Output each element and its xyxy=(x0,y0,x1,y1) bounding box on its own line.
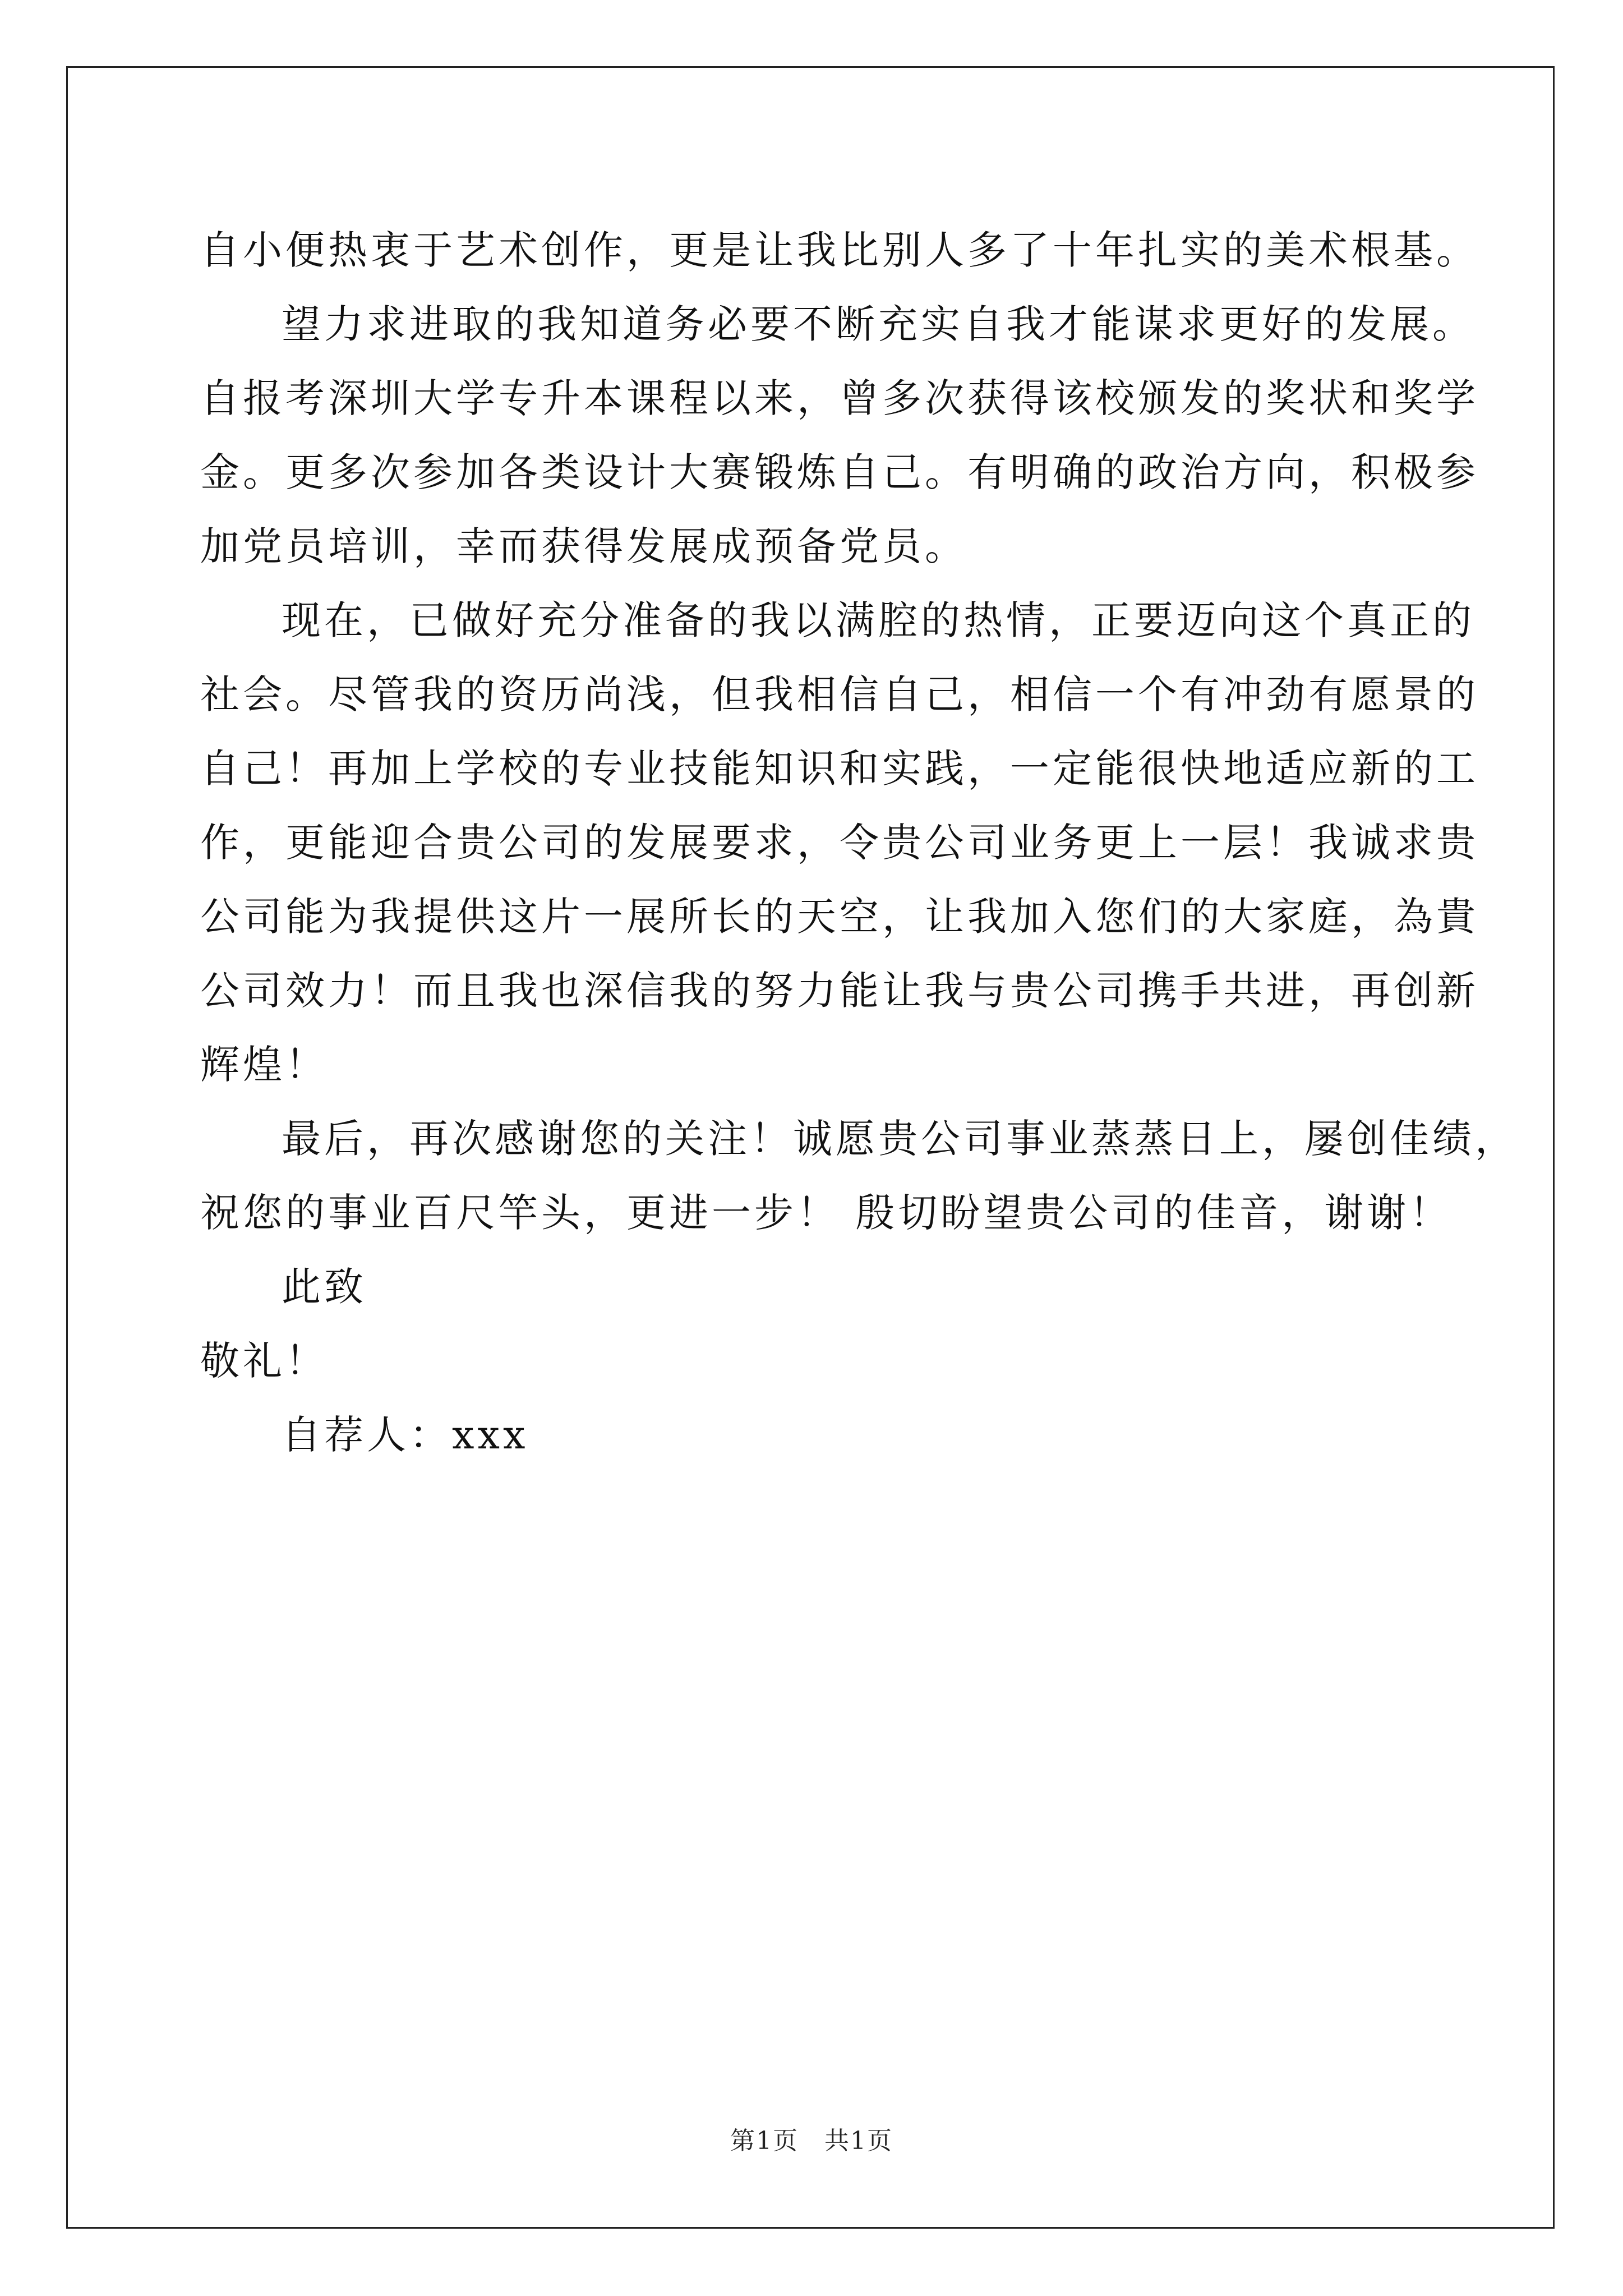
letter-line-11: 公司效力！而且我也深信我的努力能让我与贵公司携手共进，再创新 xyxy=(200,968,1479,1014)
letter-line-6: 现在，已做好充分准备的我以满腔的热情，正要迈向这个真正的 xyxy=(282,597,1475,643)
letter-line-10: 公司能为我提供这片一展所长的天空，让我加入您们的大家庭，為貴 xyxy=(200,894,1479,940)
closing-regards: 敬礼！ xyxy=(200,1338,328,1384)
letter-line-7: 社会。尽管我的资历尚浅，但我相信自己，相信一个有冲劲有愿景的 xyxy=(200,671,1479,717)
letter-line-8: 自己！再加上学校的专业技能知识和实践，一定能很快地适应新的工 xyxy=(200,746,1479,792)
letter-line-14: 祝您的事业百尺竿头，更进一步！ 殷切盼望贵公司的佳音，谢谢！ xyxy=(200,1190,1453,1236)
letter-line-1: 自小便热衷于艺术创作，更是让我比别人多了十年扎实的美术根基。 xyxy=(200,227,1479,273)
letter-line-2: 望力求进取的我知道务必要不断充实自我才能谋求更好的发展。 xyxy=(282,301,1475,347)
signature-line: 自荐人：xxx xyxy=(282,1412,529,1458)
letter-line-9: 作，更能迎合贵公司的发展要求，令贵公司业务更上一层！我诚求贵 xyxy=(200,820,1479,866)
letter-line-3: 自报考深圳大学专升本课程以来，曾多次获得该校颁发的奖状和奖学 xyxy=(200,375,1479,421)
letter-line-12: 辉煌！ xyxy=(200,1042,328,1088)
closing-salutation: 此致 xyxy=(282,1264,367,1310)
letter-line-4: 金。更多次参加各类设计大赛锻炼自己。有明确的政治方向，积极参 xyxy=(200,449,1479,495)
letter-line-5: 加党员培训，幸而获得发展成预备党员。 xyxy=(200,523,967,569)
page-number: 第1页 共1页 xyxy=(730,2127,893,2155)
letter-line-13: 最后，再次感谢您的关注！诚愿贵公司事业蒸蒸日上，屡创佳绩， xyxy=(282,1116,1518,1162)
letter-body xyxy=(200,213,1518,1472)
